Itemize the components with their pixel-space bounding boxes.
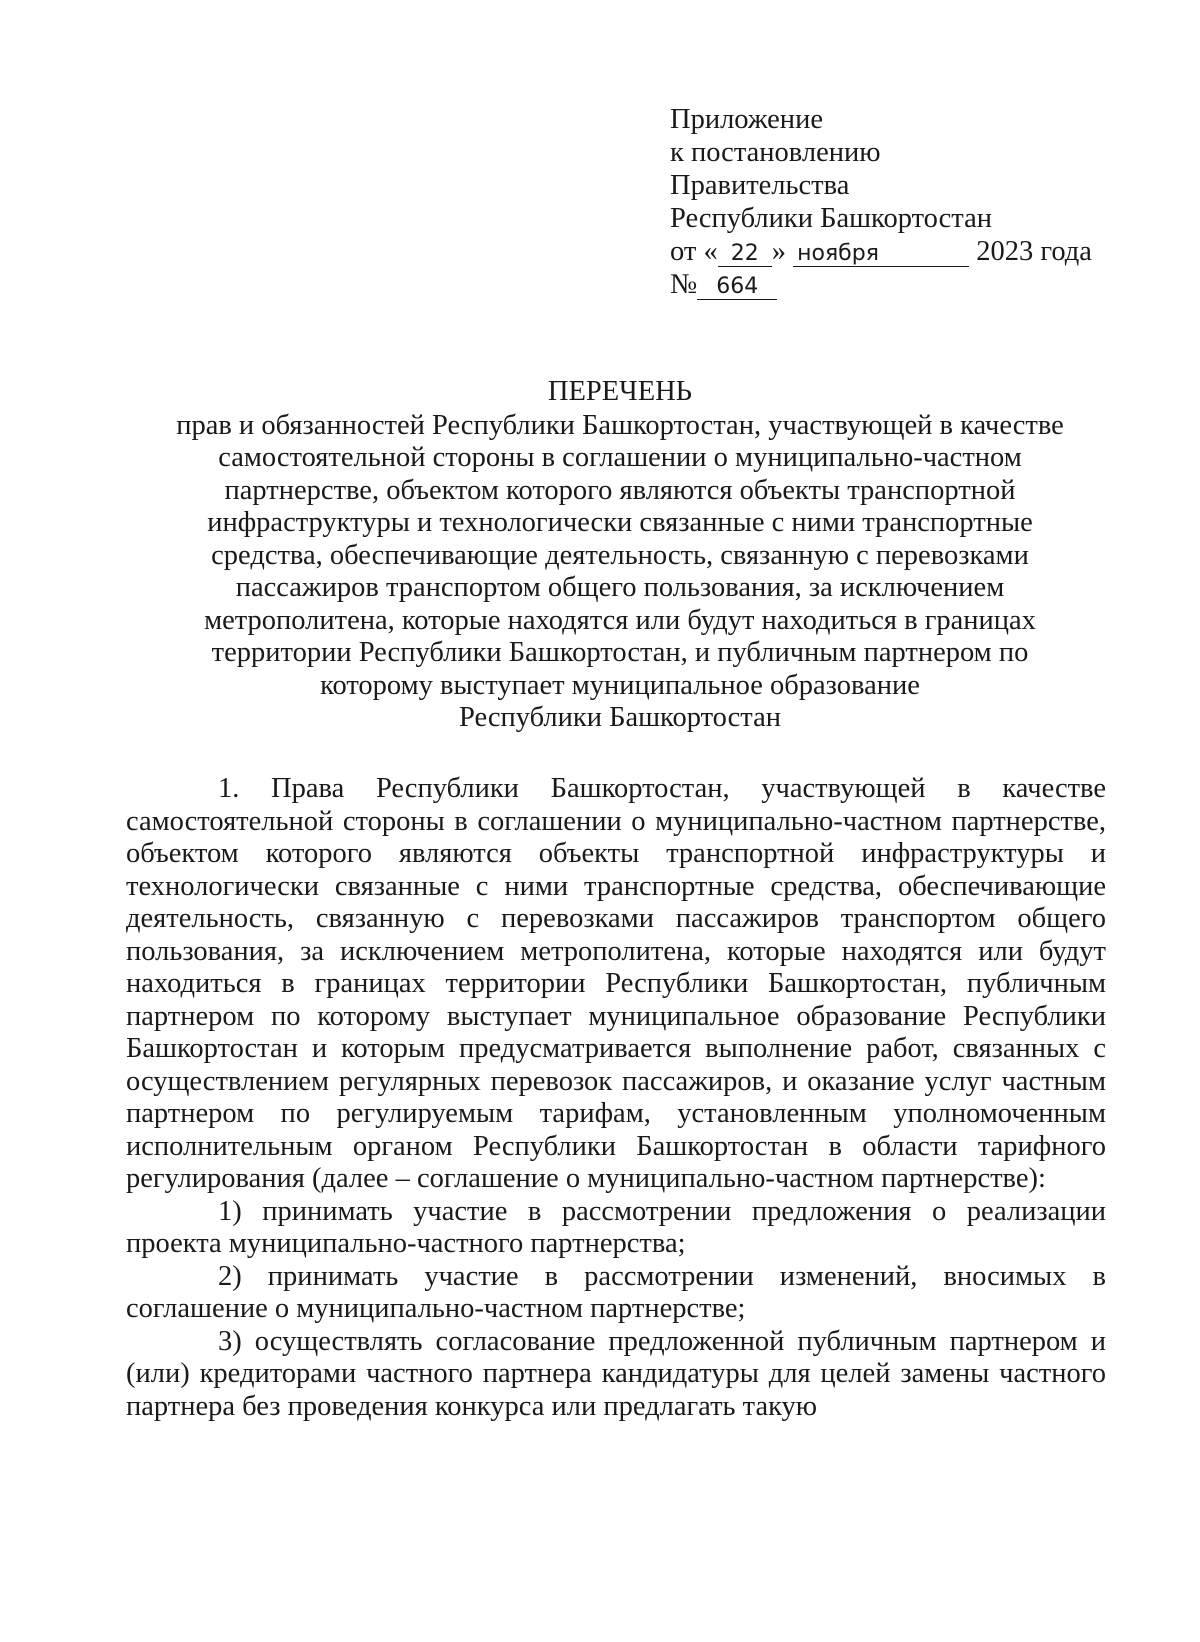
title-line: Республики Башкортостан [459, 702, 781, 733]
appendix-number-line [670, 268, 1140, 301]
date-month: ноября [793, 242, 969, 267]
number-prefix: № [670, 269, 698, 300]
title-line: прав и обязанностей Республики Башкортостан, участвующей в качестве [176, 409, 1064, 441]
title-heading: ПЕРЕЧЕНЬ [547, 376, 693, 407]
body-paragraph: 1. Права Республики Башкортостан, участвующей в качестве самостоятельной стороны в соглашении о муниципально-частном партнерстве, объектом которого являются объекты транспортной инфраструктуры и технологически связанные с ними транспортные средства, обеспечивающие деятельность, связанную с перевозками пассажиров транспортом общего пользования, за исключением метрополитена, которые находятся или будут находиться в границах территории Республики Башкортостан, публичным партнером по которому выступает муниципальное образование Республики Башкортостан и которым предусматривается выполнение работ, связанных с осуществлением регулярных перевозок пассажиров, и оказание услуг частным партнером по регулируемым тарифам, установленным уполномоченным исполнительным органом Республики Башкортостан в области тарифного регулирования (далее – соглашение о муниципально-частном партнерстве): [126, 773, 1106, 1194]
date-day: 22 [718, 242, 772, 267]
body-paragraph: 3) осуществлять согласование предложенной публичным партнером и (или) кредиторами частного партнера кандидатуры для целей замены частного партнера без проведения конкурса или предлагать такую [126, 1325, 1106, 1422]
title-line: средства, обеспечивающие деятельность, связанную с перевозками [211, 539, 1029, 571]
appendix-line: Правительства [670, 170, 850, 201]
title-line: территории Республики Башкортостан, и публичным партнером по [211, 637, 1029, 668]
title-line: партнерстве, объектом которого являются объекты транспортной [224, 474, 1016, 506]
date-prefix: от « [670, 236, 718, 267]
title-line: пассажиров транспортом общего пользования, за исключением [235, 572, 1005, 603]
title-line: метрополитена, которые находятся или будут находиться в границах [204, 604, 1036, 636]
body-paragraph: 1) принимать участие в рассмотрении предложения о реализации проекта муниципально-частного партнерства; [126, 1195, 1106, 1259]
appendix-line: Приложение [670, 104, 823, 135]
appendix-line: Республики Башкортостан [670, 203, 992, 234]
appendix-line: к постановлению [670, 137, 881, 168]
title-line: инфраструктуры и технологически связанные с ними транспортные [207, 507, 1033, 538]
date-year: 2023 года [976, 236, 1092, 267]
appendix-header [670, 103, 1140, 301]
title-line: которому выступает муниципальное образование [320, 669, 920, 701]
appendix-date-line [670, 235, 1140, 268]
document-number: 664 [697, 275, 777, 300]
body-paragraph: 2) принимать участие в рассмотрении изменений, вносимых в соглашение о муниципально-частном партнерстве; [126, 1260, 1106, 1324]
document-title [110, 376, 1130, 735]
document-body [126, 773, 1106, 1423]
date-mid: » [771, 236, 786, 267]
title-line: самостоятельной стороны в соглашении о муниципально-частном [218, 442, 1022, 473]
